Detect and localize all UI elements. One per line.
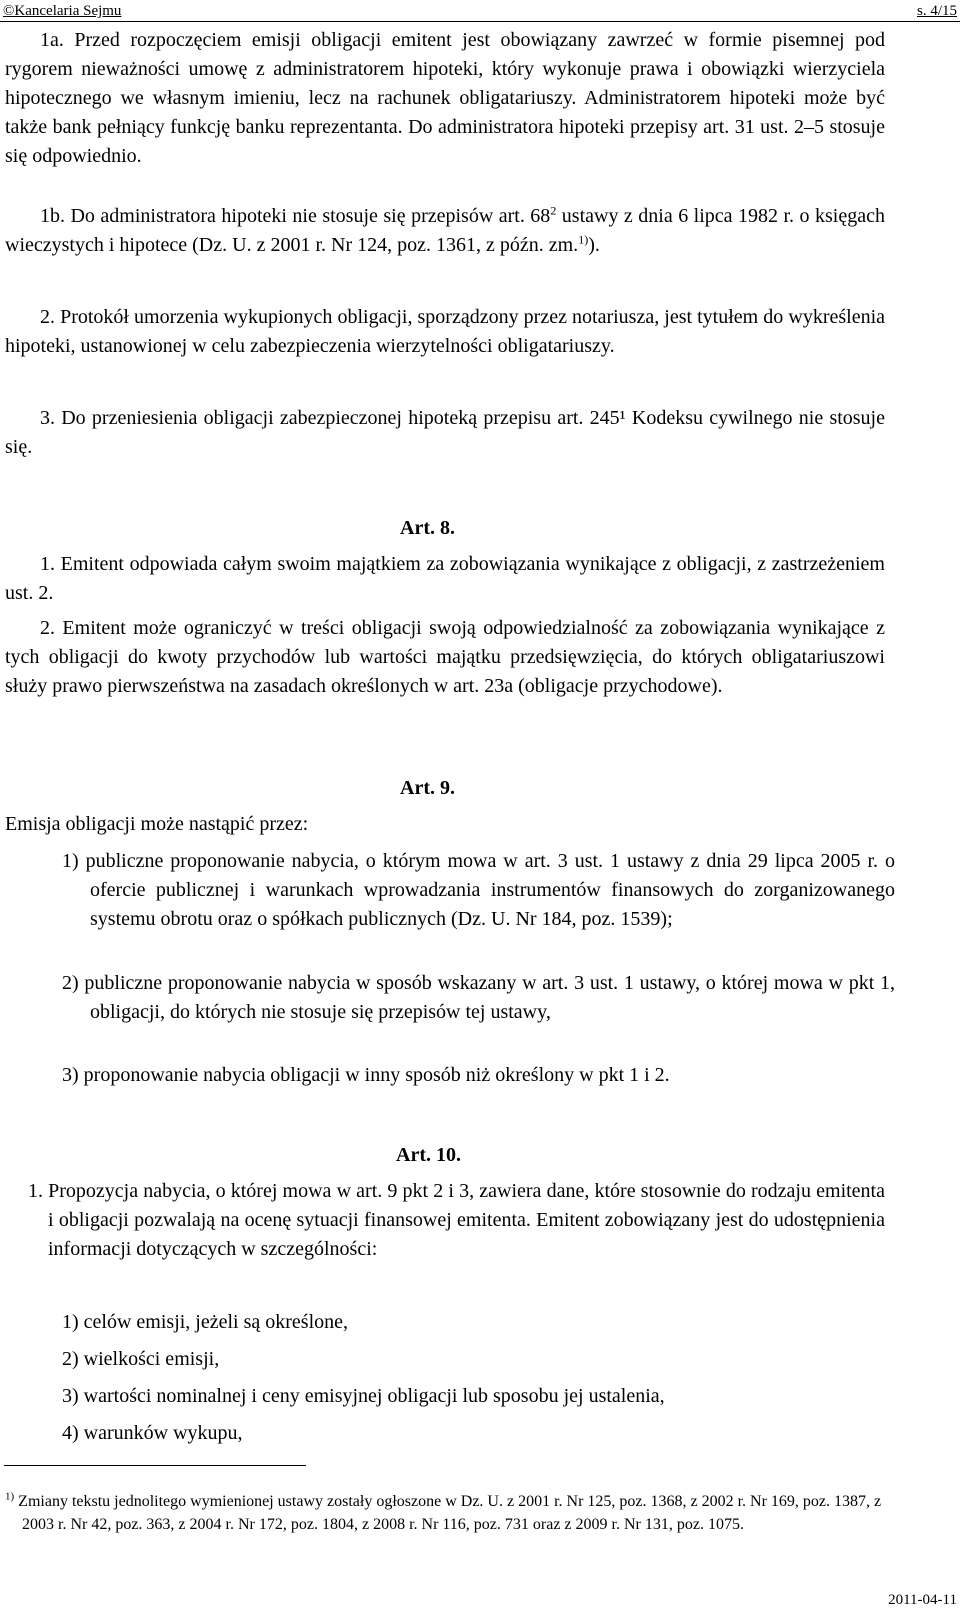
header-divider <box>0 21 960 22</box>
article-10-paragraph-1: 1. Propozycja nabycia, o której mowa w art. 9 pkt 2 i 3, zawiera dane, które stosownie do rodzaju emitenta i obligacji pozwalają na ocenę sytuacji finansowej emitenta. Emitent zobowiązany jest do udostępnienia informacji dotyczących w szczególności: <box>28 1180 885 1260</box>
paragraph-1b-part-a: 1b. Do administratora hipoteki nie stosuje się przepisów art. 68 <box>40 205 551 227</box>
article-8-heading: Art. 8. <box>400 517 455 539</box>
paragraph-1a: 1a. Przed rozpoczęciem emisji obligacji emitent jest obowiązany zawrzeć w formie pisemnej pod rygorem nieważności umowę z administratorem hipoteki, który wykonuje prawa i obowiązki wierzyciela hipotecznego we własnym imieniu, lecz na rachunek obligatariuszy. Administratorem hipoteki może być także bank pełniący funkcję banku reprezentanta. Do administratora hipoteki przepisy art. 31 ust. 2–5 stosuje się odpowiednio. <box>5 29 885 167</box>
article-10-item-1: 1) celów emisji, jeżeli są określone, <box>62 1311 349 1333</box>
footnote <box>5 1490 902 1536</box>
article-9-heading: Art. 9. <box>400 777 455 799</box>
article-8-paragraph-2: 2. Emitent może ograniczyć w treści obligacji swoją odpowiedzialność za zobowiązania wynikające z tych obligacji do kwoty przychodów lub wartości majątku przedsięwzięcia, do których obligatariuszowi służy prawo pierwszeństwa na zasadach określonych w art. 23a (obligacje przychodowe). <box>5 617 885 697</box>
footnote-reference[interactable]: 1) <box>578 232 589 247</box>
article-10-heading: Art. 10. <box>396 1144 461 1166</box>
footnote-divider <box>4 1465 306 1466</box>
paragraph-1b-part-c: ). <box>588 234 600 256</box>
footnote-marker: 1) <box>5 1490 15 1503</box>
article-10-item-4: 4) warunków wykupu, <box>62 1422 243 1444</box>
article-9-item-3: 3) proponowanie nabycia obligacji w inny sposób niż określony w pkt 1 i 2. <box>62 1064 670 1086</box>
article-8-paragraph-1: 1. Emitent odpowiada całym swoim majątkiem za zobowiązania wynikające z obligacji, z zastrzeżeniem ust. 2. <box>5 553 885 604</box>
paragraph-1b <box>5 202 885 260</box>
paragraph-1b-part-b: ustawy z dnia 6 lipca 1982 r. o księgach wieczystych i hipotece (Dz. U. z 2001 r. Nr 124, poz. 1361, z późn. zm. <box>5 205 885 256</box>
paragraph-1b-superscript: 2 <box>550 203 557 218</box>
article-10-item-2: 2) wielkości emisji, <box>62 1348 220 1370</box>
header-source: ©Kancelaria Sejmu <box>3 3 122 19</box>
article-9-item-2: 2) publiczne proponowanie nabycia w sposób wskazany w art. 3 ust. 1 ustawy, o której mowa w pkt 1, obligacji, do których nie stosuje się przepisów tej ustawy, <box>62 972 895 1023</box>
article-10-item-3: 3) wartości nominalnej i ceny emisyjnej obligacji lub sposobu jej ustalenia, <box>62 1385 665 1407</box>
paragraph-3: 3. Do przeniesienia obligacji zabezpieczonej hipoteką przepisu art. 245¹ Kodeksu cywilnego nie stosuje się. <box>5 407 885 458</box>
page-number: s. 4/15 <box>916 3 957 19</box>
paragraph-2: 2. Protokół umorzenia wykupionych obligacji, sporządzony przez notariusza, jest tytułem do wykreślenia hipoteki, ustanowionej w celu zabezpieczenia wierzytelności obligatariuszy. <box>5 306 885 357</box>
article-9-intro: Emisja obligacji może nastąpić przez: <box>5 813 309 835</box>
footnote-text: Zmiany tekstu jednolitego wymienionej ustawy zostały ogłoszone w Dz. U. z 2001 r. Nr 125, poz. 1368, z 2002 r. Nr 169, poz. 1387, z 2003 r. Nr 42, poz. 363, z 2004 r. Nr 172, poz. 1804, z 2008 r. Nr 116, poz. 731 oraz z 2009 r. Nr 131, poz. 1075. <box>14 1493 882 1533</box>
footer-date: 2011-04-11 <box>888 1592 957 1608</box>
article-9-item-1: 1) publiczne proponowanie nabycia, o którym mowa w art. 3 ust. 1 ustawy z dnia 29 lipca 2005 r. o ofercie publicznej i warunkach wprowadzania instrumentów finansowych do zorganizowanego systemu obrotu oraz o spółkach publicznych (Dz. U. Nr 184, poz. 1539); <box>62 850 895 930</box>
